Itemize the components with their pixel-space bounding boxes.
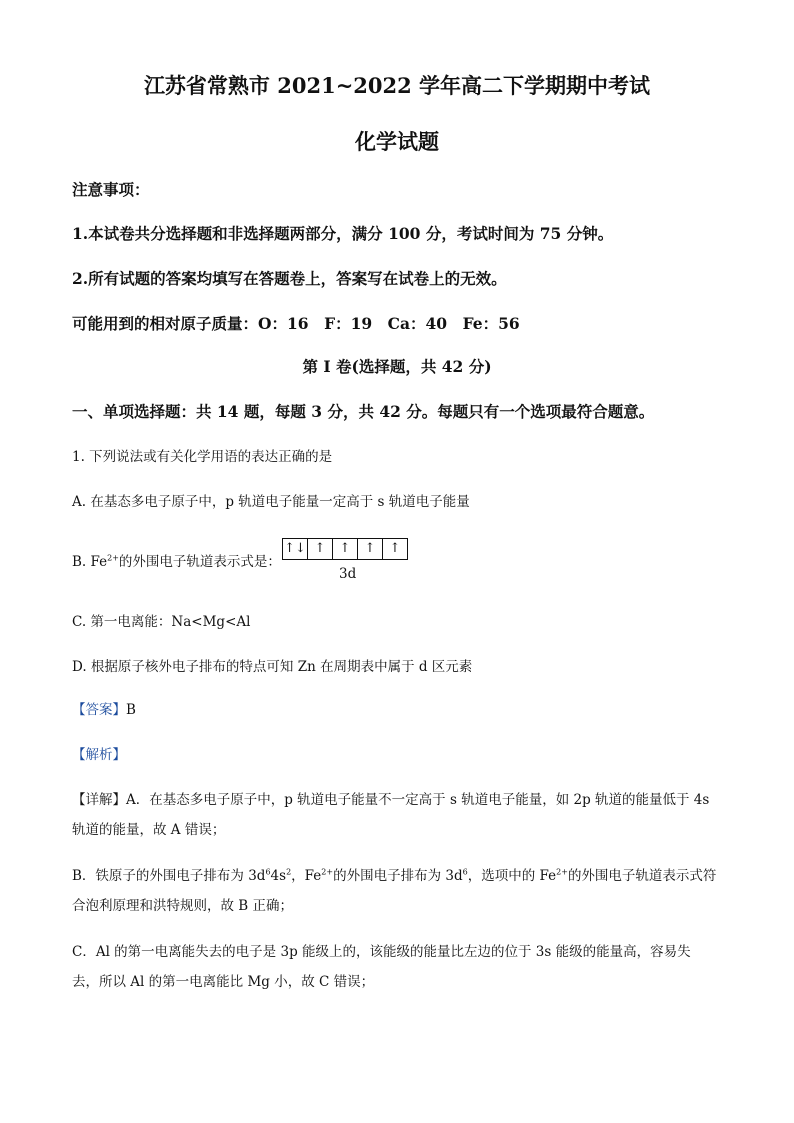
notice-item-2: 2.所有试题的答案均填写在答题卷上，答案写在试卷上的无效。 xyxy=(72,269,507,288)
option-d: D. 根据原子核外电子排布的特点可知 Zn 在周期表中属于 d 区元素 xyxy=(72,659,473,675)
answer-value: B xyxy=(126,702,136,718)
detail-c-line2: 去，所以 Al 的第一电离能比 Mg 小，故 C 错误； xyxy=(72,974,375,990)
detail-a-line2: 轨道的能量，故 A 错误； xyxy=(72,822,226,838)
orbital-box: ↑ xyxy=(389,541,401,556)
atomic-mass-line: 可能用到的相对原子质量：O：16 F：19 Ca：40 Fe：56 xyxy=(72,314,520,333)
orbital-box: ↑ xyxy=(358,539,383,559)
orbital-diagram xyxy=(282,537,408,560)
orbital-box: ↑ xyxy=(333,539,358,559)
option-c: C. 第一电离能：Na<Mg<Al xyxy=(72,614,251,630)
detail-c-line1: C．Al 的第一电离能失去的电子是 3p 能级上的，该能级的能量比左边的位于 3s 能级的能量高，容易失 xyxy=(72,944,691,960)
notice-item-1: 1.本试卷共分选择题和非选择题两部分，满分 100 分，考试时间为 75 分钟。 xyxy=(72,224,614,243)
detail-a-line1: 【详解】A．在基态多电子原子中，p 轨道电子能量不一定高于 s 轨道电子能量，如 2p 轨道的能量低于 4s xyxy=(72,792,710,808)
option-b-suffix: 的外围电子轨道表示式是： xyxy=(118,554,281,570)
detail-b-line2: 合泡利原理和洪特规则，故 B 正确； xyxy=(72,898,294,914)
answer-line xyxy=(72,698,136,718)
option-b xyxy=(72,550,281,570)
exam-title: 江苏省常熟市 2021~2022 学年高二下学期期中考试 xyxy=(143,73,651,98)
answer-label: 【答案】 xyxy=(72,702,126,718)
section-instruction: 一、单项选择题：共 14 题，每题 3 分，共 42 分。每题只有一个选项最符合题意。 xyxy=(72,402,655,421)
analysis-label: 【解析】 xyxy=(72,747,126,763)
option-b-prefix: B. Fe xyxy=(72,554,108,570)
notice-heading: 注意事项： xyxy=(72,180,150,199)
orbital-box: ↑↓ xyxy=(283,539,308,559)
question-stem: 1. 下列说法或有关化学用语的表达正确的是 xyxy=(72,449,333,465)
option-b-charge: 2+ xyxy=(107,553,119,563)
section-title: 第 I 卷(选择题，共 42 分) xyxy=(302,357,492,376)
detail-b-line1: B．铁原子的外围电子排布为 $3d^64s^2$，$Fe^{2+}$的外围电子排布为 $3d^6$，选项中的 $Fe^{2+}$的外围电子轨道表示式符 xyxy=(72,867,717,884)
orbital-label: 3d xyxy=(339,566,357,582)
option-a: A. 在基态多电子原子中，p 轨道电子能量一定高于 s 轨道电子能量 xyxy=(72,494,470,510)
exam-subtitle: 化学试题 xyxy=(355,129,439,154)
orbital-box: ↑ xyxy=(308,539,333,559)
